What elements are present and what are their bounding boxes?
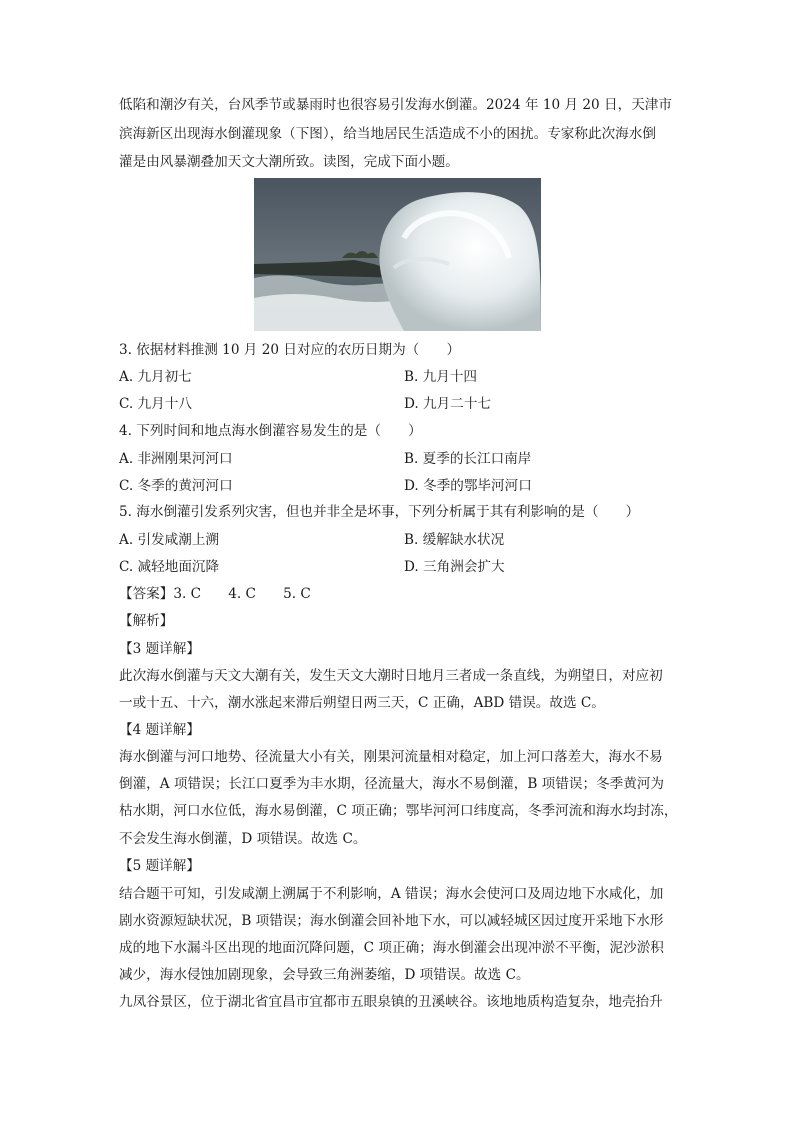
question-4-option-c: C. 冬季的黄河河口 bbox=[119, 478, 233, 494]
detail-5-line-4: 减少，海水侵蚀加剧现象，会导致三角洲萎缩，D 项错误。故选 C。 bbox=[119, 967, 530, 983]
question-3-option-d: D. 九月二十七 bbox=[404, 396, 492, 412]
detail-5-title: 【5 题详解】 bbox=[119, 858, 200, 874]
question-4-option-d: D. 冬季的鄂毕河河口 bbox=[404, 478, 532, 494]
question-5-stem: 5. 海水倒灌引发系列灾害，但也并非全是坏事，下列分析属于其有利影响的是（ ） bbox=[119, 504, 640, 520]
answer-line: 【答案】3. C 4. C 5. C bbox=[119, 586, 311, 602]
detail-4-title: 【4 题详解】 bbox=[119, 722, 200, 738]
question-4-stem: 4. 下列时间和地点海水倒灌容易发生的是（ ） bbox=[119, 423, 422, 439]
detail-3-line-2: 一或十五、十六，潮水涨起来滞后朔望日两三天，C 正确，ABD 错误。故选 C。 bbox=[119, 695, 605, 711]
detail-5-line-2: 剧水资源短缺状况，B 项错误；海水倒灌会回补地下水，可以减轻城区因过度开采地下水形 bbox=[119, 913, 664, 929]
question-5-option-a: A. 引发咸潮上溯 bbox=[119, 532, 220, 548]
detail-5-line-1: 结合题干可知，引发咸潮上溯属于不利影响，A 错误；海水会使河口及周边地下水咸化，加 bbox=[119, 886, 664, 902]
question-5-option-b: B. 缓解缺水状况 bbox=[404, 532, 505, 548]
question-4-option-b: B. 夏季的长江口南岸 bbox=[404, 451, 532, 467]
detail-4-line-1: 海水倒灌与河口地势、径流量大小有关，刚果河流量相对稳定，加上河口落差大，海水不易 bbox=[119, 749, 663, 765]
question-3-option-c: C. 九月十八 bbox=[119, 396, 192, 412]
intro-line-1: 低陷和潮汐有关，台风季节或暴雨时也很容易引发海水倒灌。2024 年 10 月 20 日，天津市 bbox=[119, 97, 672, 113]
question-3-option-b: B. 九月十四 bbox=[404, 369, 478, 385]
detail-5-line-3: 成的地下水漏斗区出现的地面沉降问题，C 项正确；海水倒灌会出现冲淤不平衡，泥沙淤积 bbox=[119, 940, 664, 956]
detail-3-line-1: 此次海水倒灌与天文大潮有关，发生天文大潮时日地月三者成一条直线，为朔望日，对应初 bbox=[119, 668, 663, 684]
intro-line-3: 灌是由风暴潮叠加天文大潮所致。读图，完成下面小题。 bbox=[119, 154, 459, 170]
next-passage-line-1: 九凤谷景区，位于湖北省宜昌市宜都市五眼泉镇的丑溪峡谷。该地地质构造复杂，地壳抬升 bbox=[119, 994, 663, 1010]
detail-3-title: 【3 题详解】 bbox=[119, 641, 200, 657]
question-3-option-a: A. 九月初七 bbox=[119, 369, 192, 385]
question-4-option-a: A. 非洲刚果河河口 bbox=[119, 451, 233, 467]
question-3-stem: 3. 依据材料推测 10 月 20 日对应的农历日期为（ ） bbox=[119, 342, 461, 358]
detail-4-line-3: 枯水期，河口水位低，海水易倒灌，C 项正确；鄂毕河河口纬度高，冬季河流和海水均封冻， bbox=[119, 803, 678, 819]
storm-surge-photo bbox=[254, 178, 541, 331]
question-5-option-c: C. 减轻地面沉降 bbox=[119, 559, 220, 575]
intro-line-2: 滨海新区出现海水倒灌现象（下图），给当地居民生活造成不小的困扰。专家称此次海水倒 bbox=[119, 126, 656, 142]
analysis-header: 【解析】 bbox=[119, 613, 174, 629]
question-5-option-d: D. 三角洲会扩大 bbox=[404, 559, 505, 575]
detail-4-line-4: 不会发生海水倒灌，D 项错误。故选 C。 bbox=[119, 831, 367, 847]
detail-4-line-2: 倒灌，A 项错误；长江口夏季为丰水期，径流量大，海水不易倒灌，B 项错误；冬季黄河为 bbox=[119, 776, 665, 792]
